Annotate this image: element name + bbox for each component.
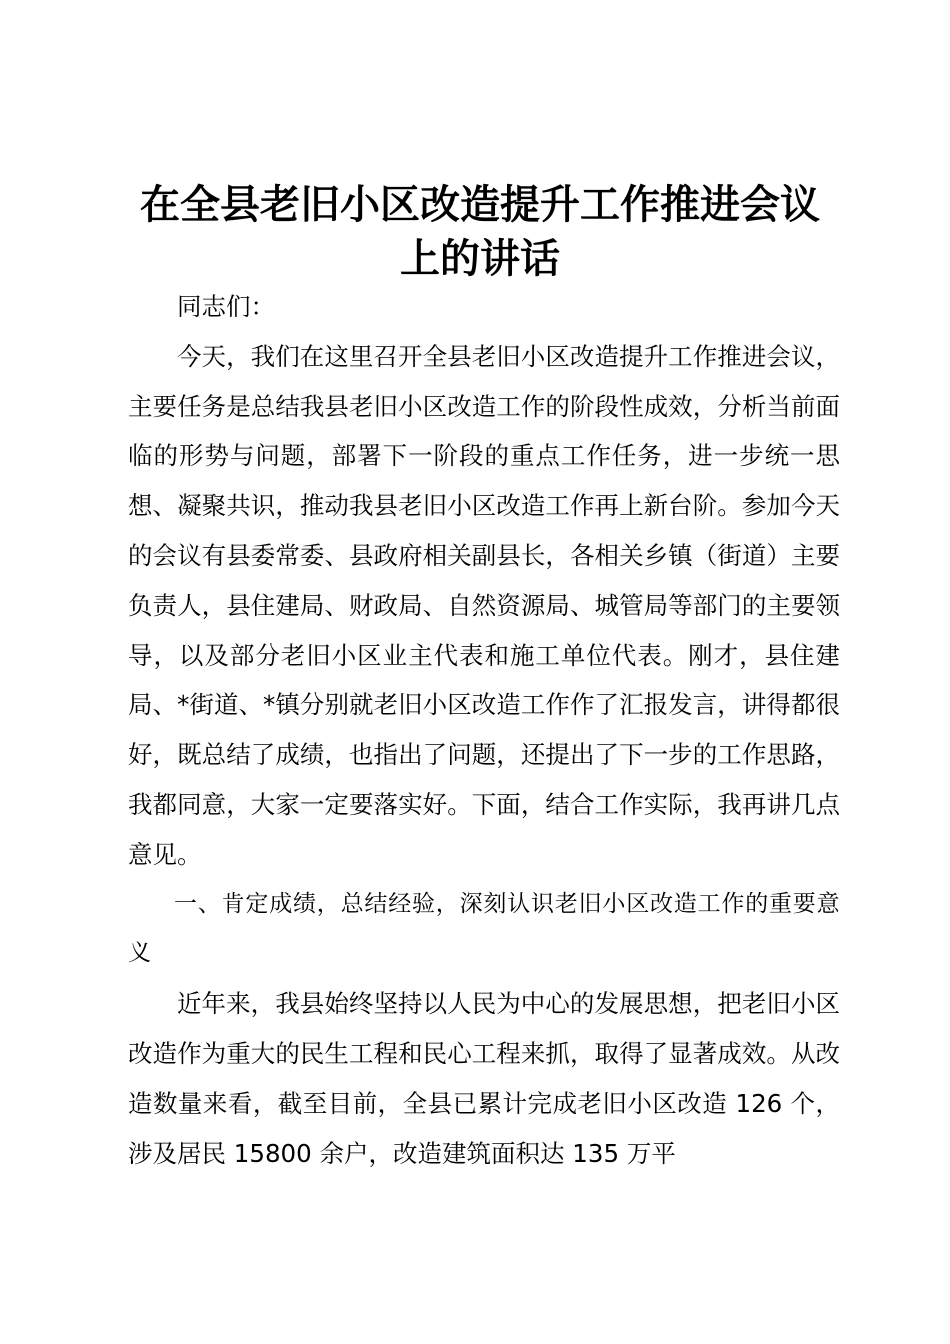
section-heading: 一、肯定成绩，总结经验，深刻认识老旧小区改造工作的重要意义 bbox=[128, 890, 840, 967]
document-body bbox=[128, 282, 840, 1178]
paragraph-opening: 今天，我们在这里召开全县老旧小区改造提升工作推进会议，主要任务是总结我县老旧小区改造工作的阶段性成效，分析当前面临的形势与问题，部署下一阶段的重点工作任务，进一步统一思想、凝聚共识，推动我县老旧小区改造工作再上新台阶。参加今天的会议有县委常委、县政府相关副县长，各相关乡镇（街道）主要负责人，县住建局、财政局、自然资源局、城管局等部门的主要领导，以及部分老旧小区业主代表和施工单位代表。刚才，县住建局、*街道、*镇分别就老旧小区改造工作作了汇报发言，讲得都很好，既总结了成绩，也指出了问题，还提出了下一步的工作思路，我都同意，大家一定要落实好。下面，结合工作实际，我再讲几点意见。 bbox=[128, 341, 840, 869]
paragraph-achievements: 近年来，我县始终坚持以人民为中心的发展思想，把老旧小区改造作为重大的民生工程和民心工程来抓，取得了显著成效。从改造数量来看，截至目前，全县已累计完成老旧小区改造 126 个，涉及居民 15800 余户，改造建筑面积达 135 万平 bbox=[128, 989, 840, 1168]
title-line-2: 上的讲话 bbox=[400, 235, 560, 282]
salutation: 同志们： bbox=[177, 292, 275, 321]
title-line-1: 在全县老旧小区改造提升工作推进会议 bbox=[140, 181, 820, 228]
document-title bbox=[100, 178, 860, 286]
